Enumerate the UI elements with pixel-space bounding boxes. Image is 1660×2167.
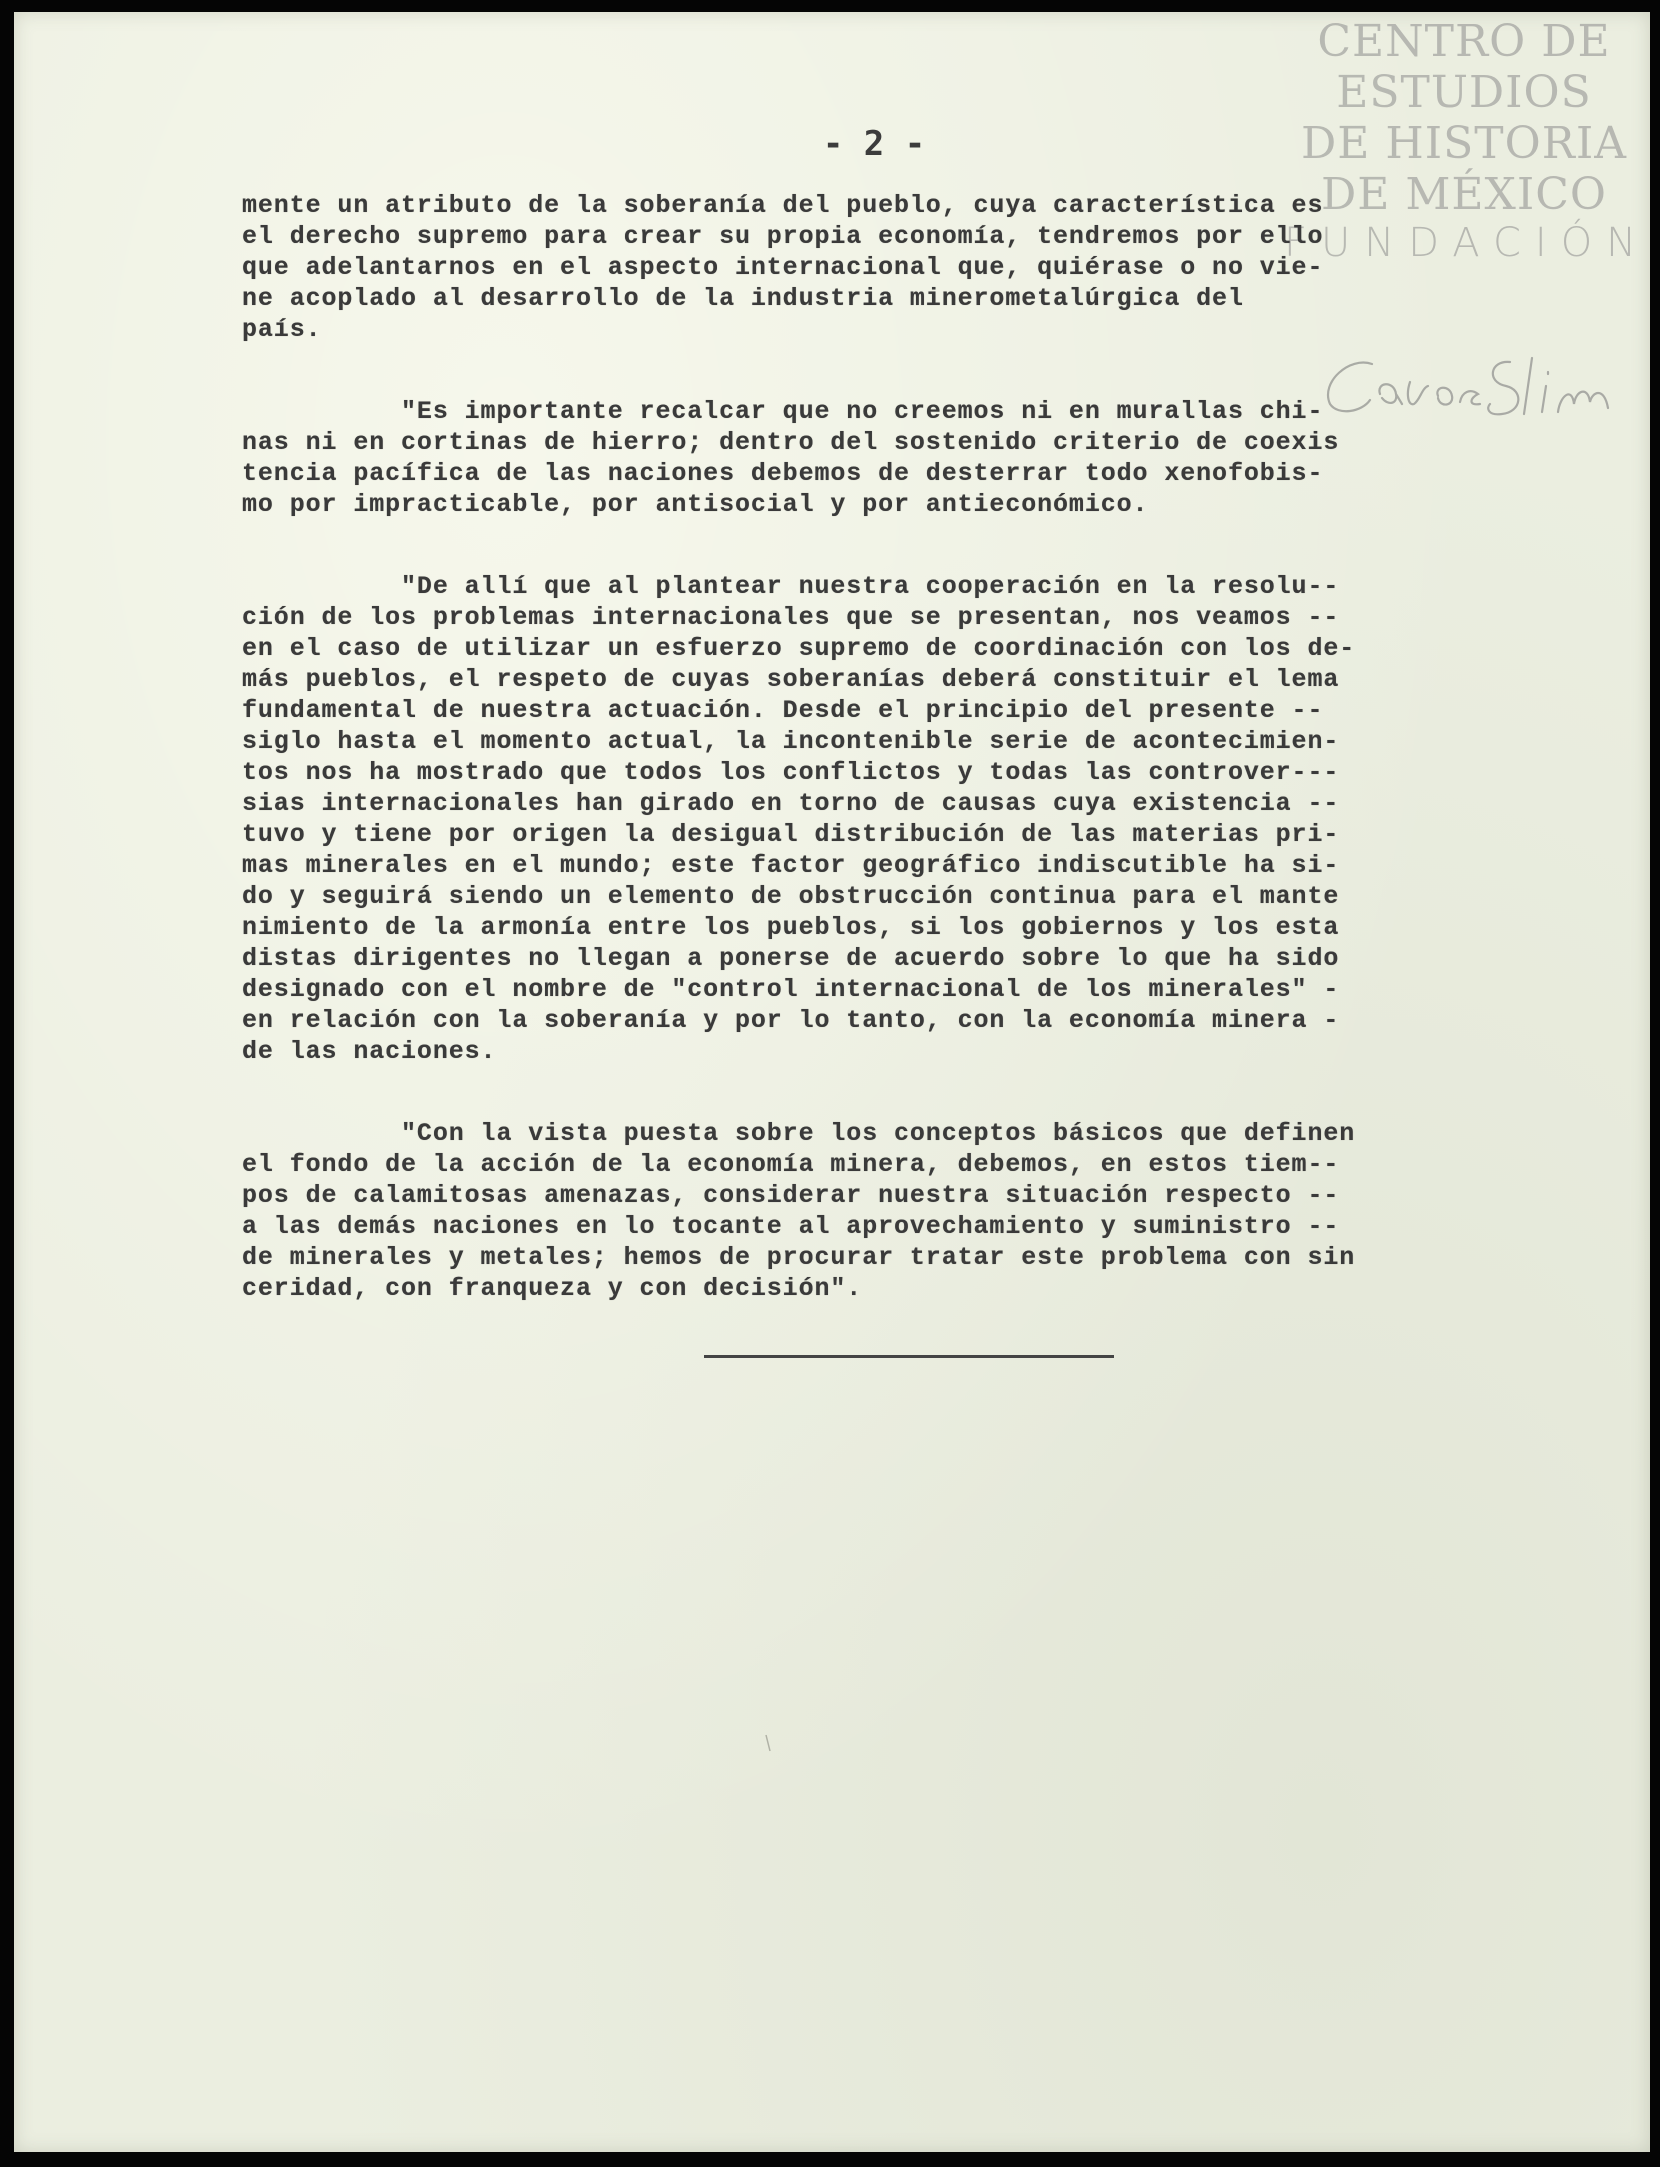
- text-line: ne acoplado al desarrollo de la industria minerometalúrgica del: [242, 284, 1244, 313]
- letter-body: [242, 190, 1602, 1355]
- text-line: en el caso de utilizar un esfuerzo supremo de coordinación con los de-: [242, 634, 1356, 663]
- watermark-line-4: DE MÉXICO: [1321, 169, 1607, 221]
- paragraph-2: [242, 396, 1602, 520]
- text-line: el fondo de la acción de la economía minera, debemos, en estos tiem--: [242, 1150, 1340, 1179]
- page-number: - 2 -: [822, 124, 926, 164]
- text-line: nas ni en cortinas de hierro; dentro del sostenido criterio de coexis: [242, 428, 1340, 457]
- paragraph-1: [242, 190, 1602, 345]
- text-line: tuvo y tiene por origen la desigual distribución de las materias pri-: [242, 820, 1340, 849]
- text-line: distas dirigentes no llegan a ponerse de acuerdo sobre lo que ha sido: [242, 944, 1340, 973]
- watermark-line-3: DE HISTORIA: [1301, 118, 1627, 170]
- text-line: a las demás naciones en lo tocante al aprovechamiento y suministro --: [242, 1212, 1340, 1241]
- text-line: fundamental de nuestra actuación. Desde el principio del presente --: [242, 696, 1324, 725]
- text-line: ceridad, con franqueza y con decisión".: [242, 1274, 863, 1303]
- text-line: "Con la vista puesta sobre los conceptos básicos que definen: [242, 1119, 1356, 1148]
- text-line: pos de calamitosas amenazas, considerar nuestra situación respecto --: [242, 1181, 1340, 1210]
- text-line: tos nos ha mostrado que todos los conflictos y todas las controver---: [242, 758, 1340, 787]
- text-line: mente un atributo de la soberanía del pueblo, cuya característica es: [242, 191, 1324, 220]
- stray-mark-icon: [764, 1734, 772, 1752]
- closing-rule: [704, 1355, 1114, 1358]
- text-line: de minerales y metales; hemos de procurar tratar este problema con sin: [242, 1243, 1356, 1272]
- text-line: que adelantarnos en el aspecto internacional que, quiérase o no vie-: [242, 253, 1324, 282]
- text-line: mo por impracticable, por antisocial y por antieconómico.: [242, 490, 1149, 519]
- text-line: ción de los problemas internacionales que se presentan, nos veamos --: [242, 603, 1340, 632]
- text-line: nimiento de la armonía entre los pueblos, si los gobiernos y los esta: [242, 913, 1340, 942]
- watermark-foundation: FUNDACIÓN: [1284, 220, 1651, 267]
- paragraph-3: [242, 571, 1602, 1067]
- text-line: "De allí que al plantear nuestra cooperación en la resolu--: [242, 572, 1340, 601]
- text-line: tencia pacífica de las naciones debemos de desterrar todo xenofobis-: [242, 459, 1324, 488]
- text-line: país.: [242, 315, 322, 344]
- text-line: más pueblos, el respeto de cuyas soberanías deberá constituir el lema: [242, 665, 1340, 694]
- paragraph-4: [242, 1118, 1602, 1304]
- text-line: en relación con la soberanía y por lo tanto, con la economía minera -: [242, 1006, 1340, 1035]
- text-line: mas minerales en el mundo; este factor geográfico indiscutible ha si-: [242, 851, 1340, 880]
- text-line: do y seguirá siendo un elemento de obstrucción continua para el mante: [242, 882, 1340, 911]
- text-line: designado con el nombre de "control internacional de los minerales" -: [242, 975, 1340, 1004]
- watermark-line-2: ESTUDIOS: [1336, 67, 1592, 119]
- text-line: sias internacionales han girado en torno de causas cuya existencia --: [242, 789, 1340, 818]
- text-line: el derecho supremo para crear su propia economía, tendremos por ello: [242, 222, 1324, 251]
- text-line: "Es importante recalcar que no creemos ni en murallas chi-: [242, 397, 1324, 426]
- text-line: siglo hasta el momento actual, la incontenible serie de acontecimien-: [242, 727, 1340, 756]
- text-line: de las naciones.: [242, 1037, 497, 1066]
- watermark-line-1: CENTRO DE: [1317, 16, 1611, 67]
- document-page: [14, 12, 1650, 2152]
